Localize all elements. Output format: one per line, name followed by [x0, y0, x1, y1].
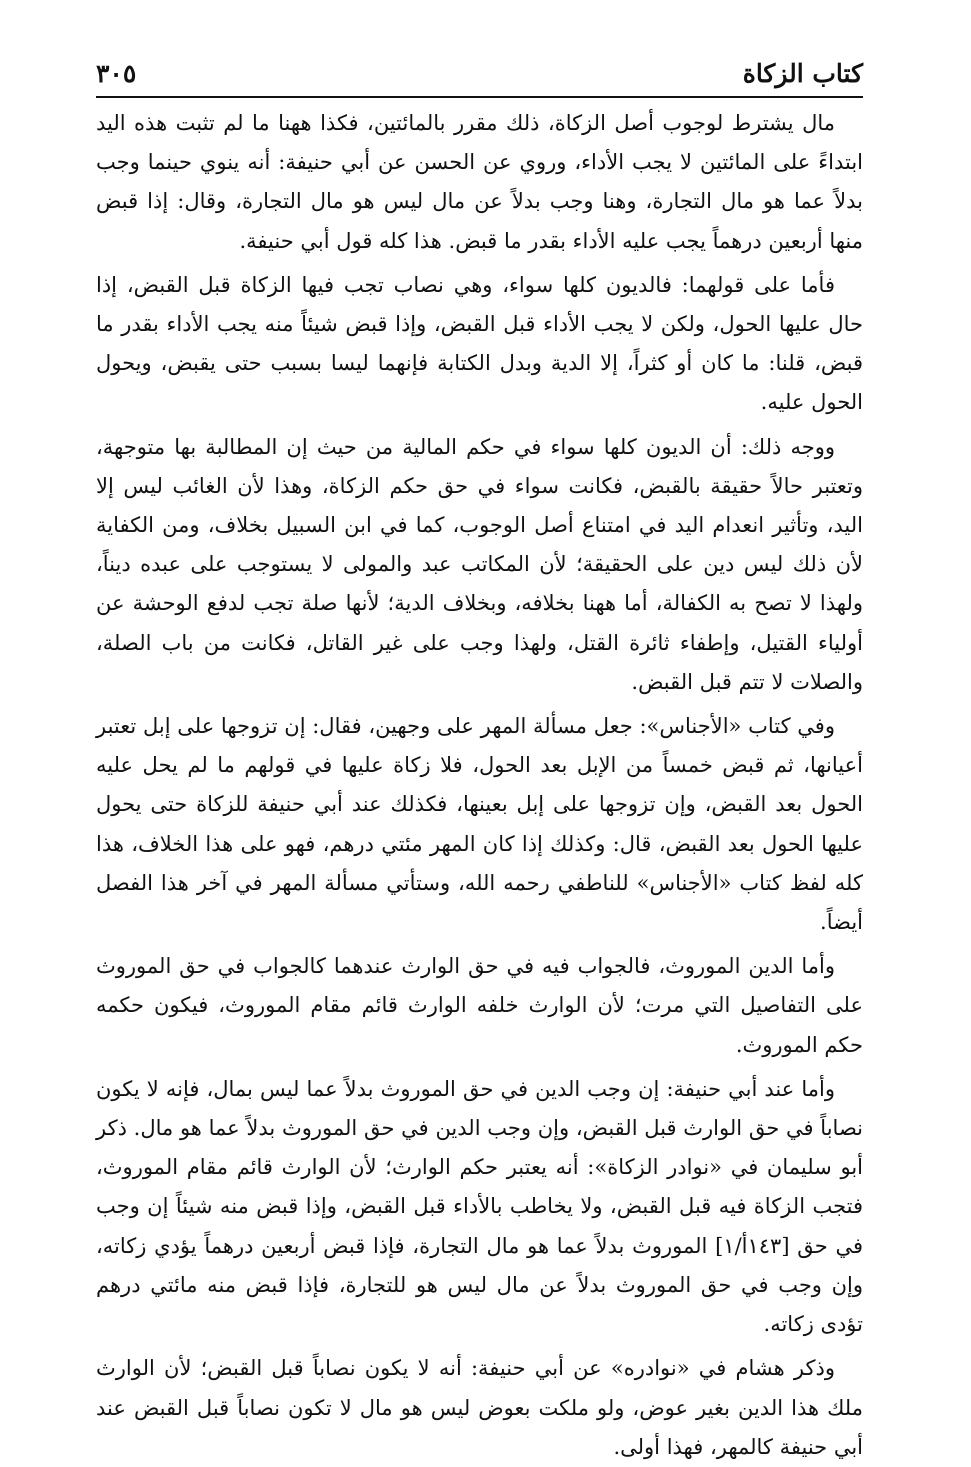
header-rule [96, 96, 863, 98]
chapter-title: كتاب الزكاة [742, 59, 863, 88]
paragraph-3: ووجه ذلك: أن الديون كلها سواء في حكم المالية من حيث إن المطالبة بها متوجهة، وتعتبر حالاً حقيقة بالقبض، فكانت سواء في حق حكم الزكاة، وهذا لأن الغائب ليس إلا اليد، وتأثير انعدام اليد في امتناع أصل الوجوب، كما في ابن السبيل بخلاف، ومن الكفاية لأن ذلك ليس دين على الحقيقة؛ لأن المكاتب عبد والمولى لا يستوجب على عبده ديناً، ولهذا لا تصح به الكفالة، أما ههنا بخلافه، وبخلاف الدية؛ لأنها صلة تجب لدفع الوحشة عن أولياء القتيل، وإطفاء ثائرة القتل، ولهذا وجب على غير القاتل، فكانت من باب الصلة، والصلات لا تتم قبل القبض. [96, 434, 863, 694]
paragraph-5: وأما الدين الموروث، فالجواب فيه في حق الوارث عندهما كالجواب في حق الموروث على التفاصيل التي مرت؛ لأن الوارث خلفه الوارث قائم مقام الموروث، فيكون حكمه حكم الموروث. [96, 954, 863, 1057]
paragraph-1: مال يشترط لوجوب أصل الزكاة، ذلك مقرر بالمائتين، فكذا ههنا ما لم تثبت هذه اليد ابتداءً على المائتين لا يجب الأداء، وروي عن الحسن عن أبي حنيفة: أنه ينوي حينما وجب بدلاً عما هو مال التجارة، وهنا وجب بدلاً عن مال ليس هو مال التجارة، وقال: إذا قبض منها أربعين درهماً يجب عليه الأداء بقدر ما قبض. هذا كله قول أبي حنيفة. [96, 111, 863, 253]
paragraph-7: وذكر هشام في «نوادره» عن أبي حنيفة: أنه لا يكون نصاباً قبل القبض؛ لأن الوارث ملك هذا الدين بغير عوض، ولو ملكت بعوض ليس هو مال لا تكون نصاباً قبل القبض عند أبي حنيفة كالمهر، فهذا أولى. [96, 1356, 863, 1459]
paragraph-2: فأما على قولهما: فالديون كلها سواء، وهي نصاب تجب فيها الزكاة قبل القبض، إذا حال عليها الحول، ولكن لا يجب الأداء قبل القبض، وإذا قبض شيئاً منه يجب الأداء بقدر ما قبض، قلنا: ما كان أو كثراً، إلا الدية وبدل الكتابة فإنهما ليسا بسبب حتى يقبض، ويحول الحول عليه. [96, 272, 863, 415]
page-number: ٣٠٥ [96, 59, 137, 88]
paragraph-6: وأما عند أبي حنيفة: إن وجب الدين في حق الموروث بدلاً عما ليس بمال، فإنه لا يكون نصاباً في حق الوارث قبل القبض، وإن وجب الدين في حق الموروث بدلاً عما هو مال. ذكر أبو سليمان في «نوادر الزكاة»: أنه يعتبر حكم الوارث؛ لأن الوارث قائم مقام الموروث، فتجب الزكاة فيه قبل القبض، ولا يخاطب بالأداء قبل القبض، وإذا قبض منه شيئاً إن وجب في حق [١٤٣أ/١] الموروث بدلاً عما هو مال التجارة، فإذا قبض أربعين درهماً يؤدي زكاته، وإن وجب في حق الموروث بدلاً عن مال ليس هو للتجارة، فإذا قبض منه مائتي درهم تؤدى زكاته. [96, 1076, 863, 1337]
running-header [96, 40, 863, 96]
paragraph-4: وفي كتاب «الأجناس»: جعل مسألة المهر على وجهين، فقال: إن تزوجها على إبل تعتبر أعيانها، ثم قبض خمساً من الإبل بعد الحول، فلا زكاة عليها في قولهم ما لم يحل عليه الحول بعد القبض، وإن تزوجها على إبل بعينها، فكذلك عند أبي حنيفة للزكاة حتى يحول عليها الحول بعد القبض، قال: وكذلك إذا كان المهر مئتي درهم، فهو على هذا الخلاف، هذا كله لفظ كتاب «الأجناس» للناطفي رحمه الله، وستأتي مسألة المهر في آخر هذا الفصل أيضاً. [96, 714, 863, 935]
body-text [96, 104, 863, 1467]
